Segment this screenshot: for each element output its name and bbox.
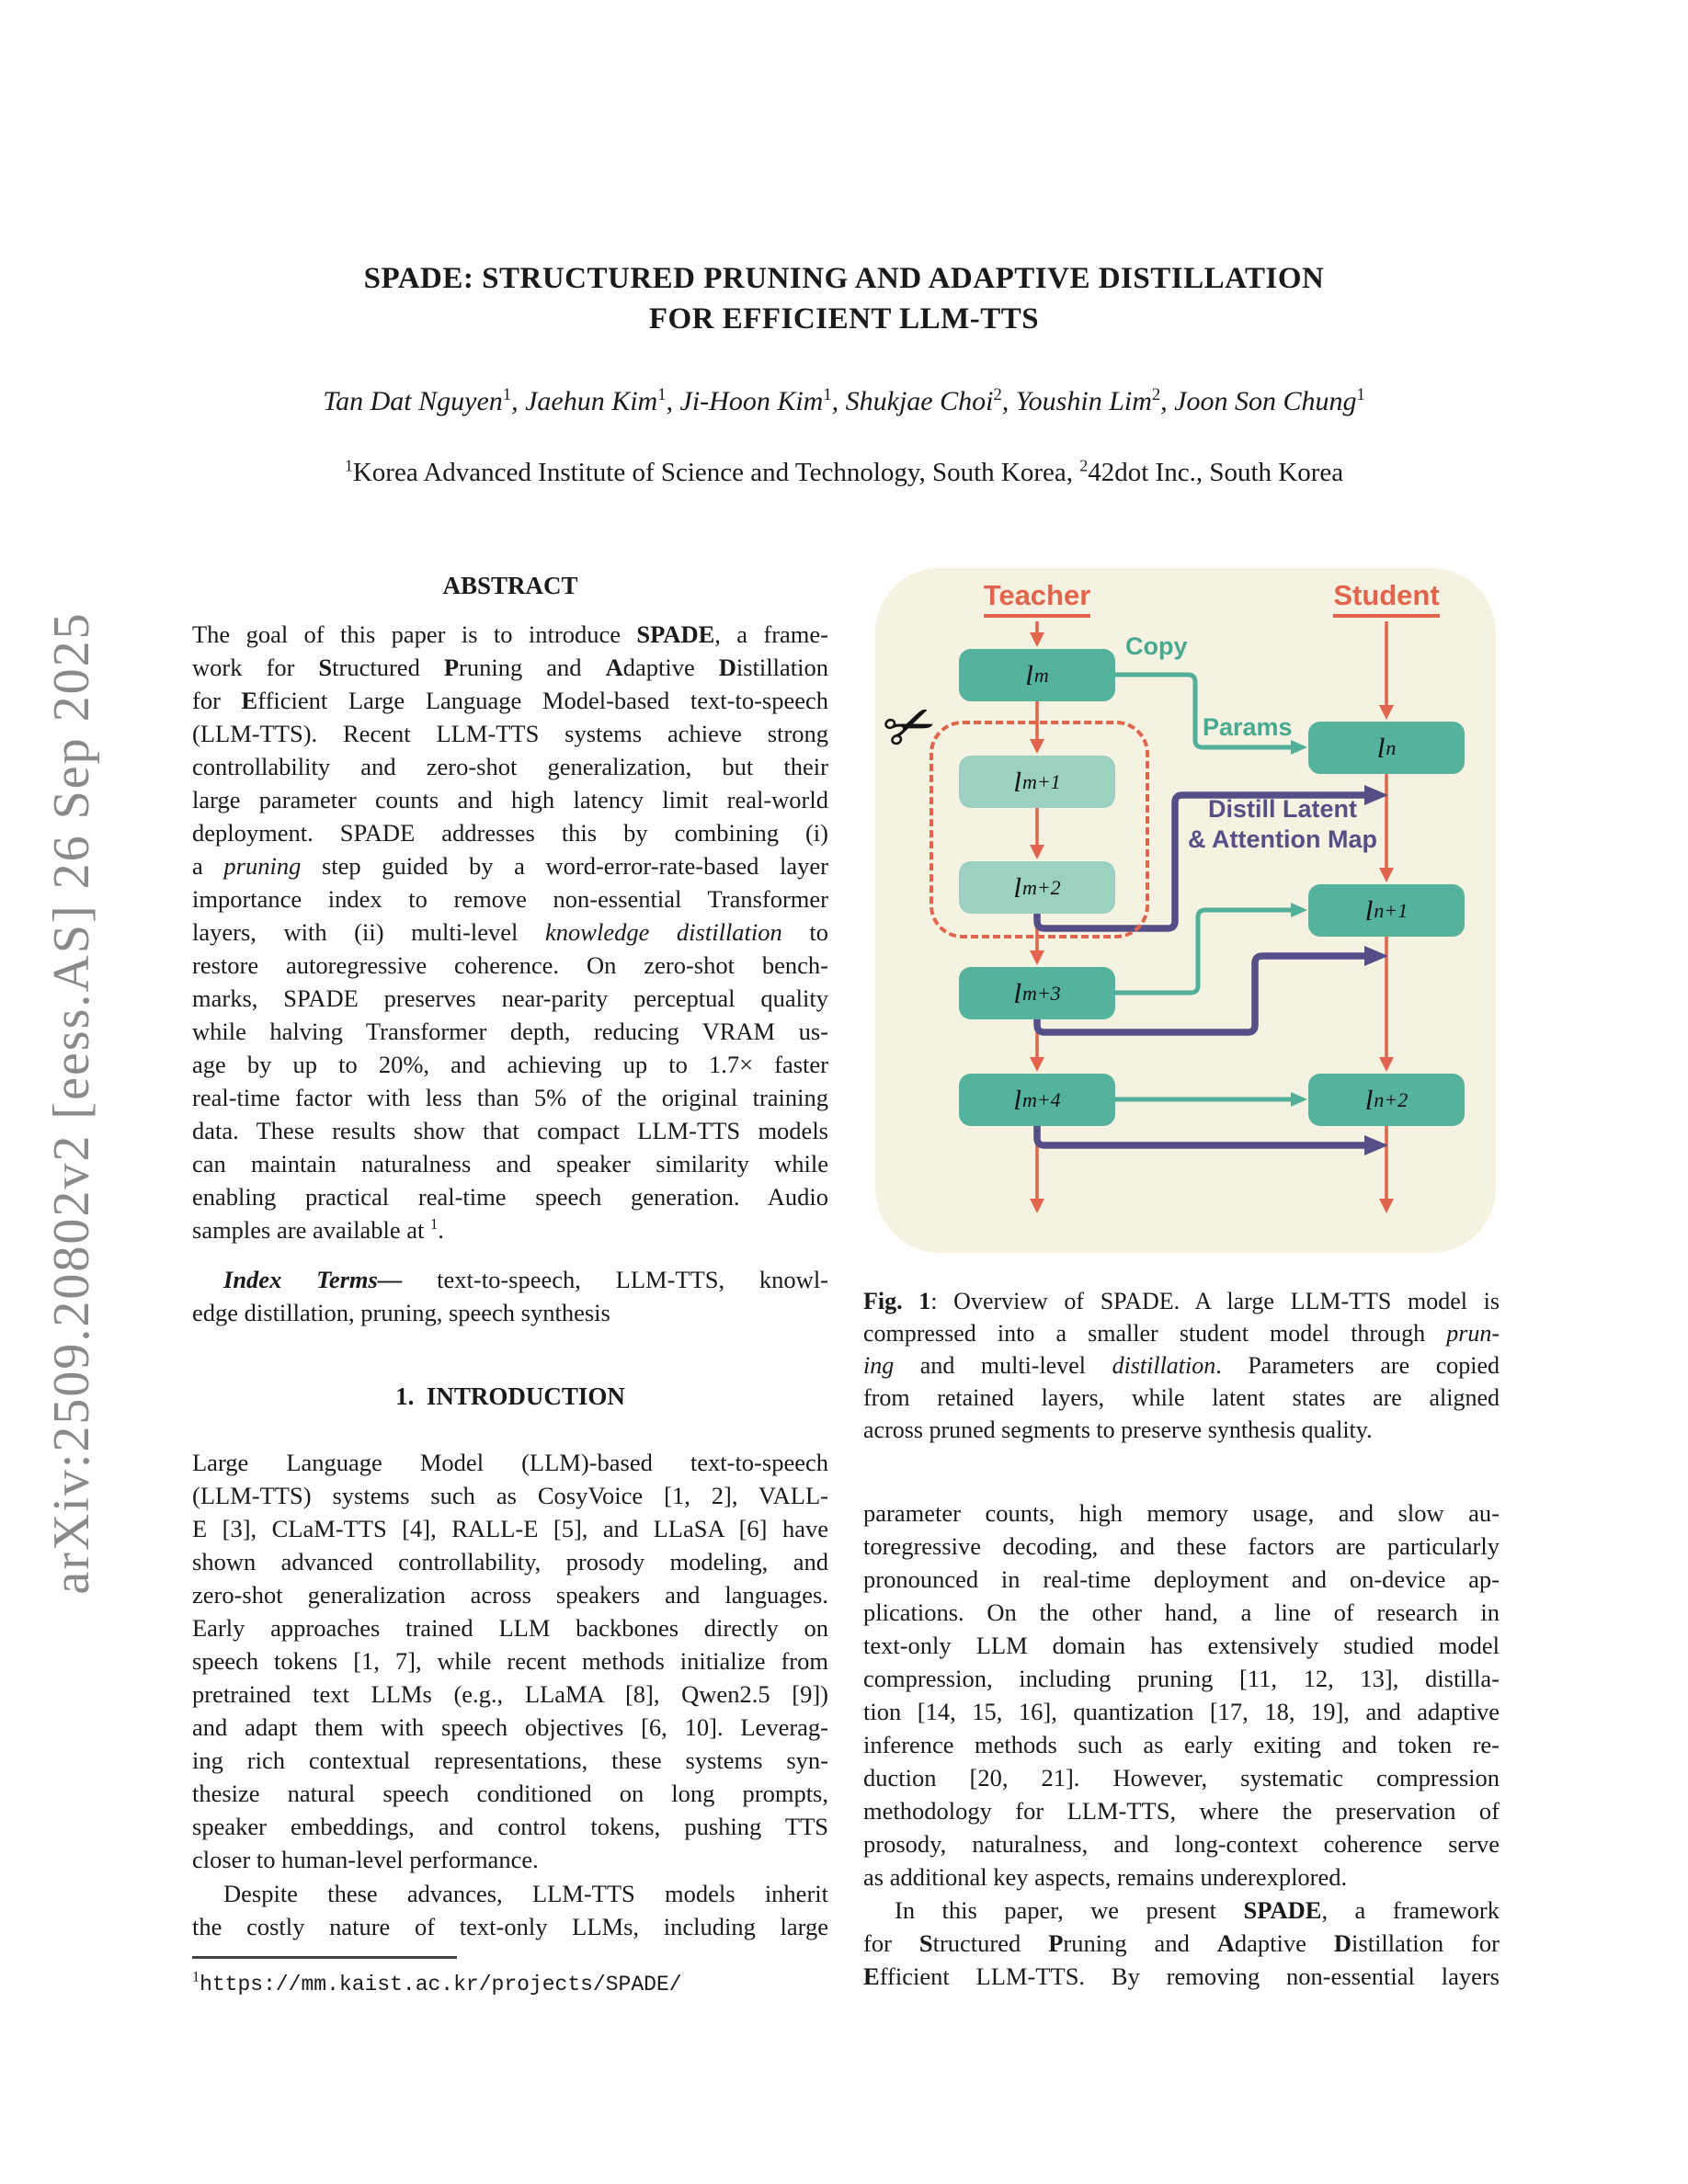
text-line: closer to human-level performance.	[192, 1846, 539, 1873]
text-line: as additional key aspects, remains underexplored.	[863, 1863, 1348, 1891]
affiliation-line: $^1$Korea Advanced Institute of Science and Technology, South Korea, $^2$42dot Inc., South Korea	[344, 456, 1344, 487]
text-line: pretrained text LLMs (e.g., LLaMA [8], Qwen2.5 [9])	[192, 1680, 828, 1708]
figure-1-diagram	[875, 568, 1496, 1253]
text-line: samples are available at $^1$.	[192, 1215, 444, 1244]
paper-title	[0, 258, 1688, 339]
author-list: Tan Dat Nguyen$^1$, Jaehun Kim$^1$, Ji-Hoon Kim$^1$, Shukjae Choi$^2$, Youshin Lim$^2$, Joon Son Chung$^1$	[323, 385, 1365, 416]
distill-label-line-1: Distill Latent	[1207, 795, 1357, 823]
text-line: tion [14, 15, 16], quantization [17, 18, 19], and adaptive	[863, 1698, 1500, 1725]
text-line: duction [20, 21]. However, systematic compression	[863, 1764, 1500, 1792]
text-line: plications. On the other hand, a line of research in	[863, 1598, 1500, 1626]
teacher-layer-box-lm4: l m+4	[959, 1074, 1115, 1126]
text-line: data. These results show that compact LLM-TTS models	[192, 1117, 828, 1144]
teacher-layer-box-lm1: l m+1	[959, 756, 1115, 808]
abstract-heading: ABSTRACT	[442, 572, 578, 599]
text-line: pronounced in real-time deployment and on-device ap-	[863, 1565, 1500, 1593]
text-line: thesize natural speech conditioned on long prompts,	[192, 1780, 828, 1807]
text-line: zero-shot generalization across speakers and languages.	[192, 1581, 828, 1609]
figure-1-caption	[863, 1285, 1500, 1446]
text-line: from retained layers, while latent states are aligned	[863, 1384, 1500, 1411]
text-line: speech tokens [1, 7], while recent methods initialize from	[192, 1647, 828, 1675]
text-line: prosody, naturalness, and long-context coherence serve	[863, 1830, 1500, 1858]
scissors-icon: ✂	[873, 684, 947, 769]
text-line: (LLM-TTS) systems such as CosyVoice [1, 2], VALL-	[192, 1482, 828, 1509]
text-line: for Structured Pruning and Adaptive Distillation for	[863, 1929, 1500, 1957]
text-line: real-time factor with less than 5% of the original training	[192, 1084, 828, 1111]
right-paragraph-2	[863, 1894, 1500, 1993]
student-layer-box-ln: l n	[1308, 722, 1465, 774]
text-line: layers, with (ii) multi-level knowledge distillation to	[192, 918, 828, 946]
text-line: E [3], CLaM-TTS [4], RALL-E [5], and LLaSA [6] have	[192, 1515, 828, 1542]
introduction-heading: 1. INTRODUCTION	[395, 1382, 625, 1410]
student-layer-box-ln2: l n+2	[1308, 1074, 1465, 1126]
text-line: shown advanced controllability, prosody modeling, and	[192, 1548, 828, 1575]
abstract-paragraph	[192, 618, 828, 1246]
text-line: inference methods such as early exiting and token re-	[863, 1731, 1500, 1758]
introduction-paragraph-2	[192, 1877, 828, 1943]
text-line: the costly nature of text-only LLMs, including large	[192, 1913, 828, 1940]
text-line: across pruned segments to preserve synthesis quality.	[863, 1416, 1373, 1443]
text-line: ing rich contextual representations, these systems syn-	[192, 1746, 828, 1774]
params-edge-label: Params	[1203, 713, 1293, 741]
text-line: In this paper, we present SPADE, a framework	[895, 1896, 1500, 1924]
text-line: Efficient LLM-TTS. By removing non-essential layers	[863, 1962, 1500, 1990]
text-line: edge distillation, pruning, speech synthesis	[192, 1299, 610, 1326]
text-line: deployment. SPADE addresses this by combining (i)	[192, 819, 828, 847]
paper-title-line-2: FOR EFFICIENT LLM-TTS	[648, 302, 1040, 336]
text-line: methodology for LLM-TTS, where the preservation of	[863, 1797, 1500, 1825]
copy-edge-label: Copy	[1125, 632, 1188, 660]
text-line: toregressive decoding, and these factors are particularly	[863, 1532, 1500, 1560]
footnote-rule	[192, 1956, 457, 1959]
text-line: while halving Transformer depth, reducing VRAM us-	[192, 1018, 828, 1045]
teacher-column-label: Teacher	[945, 579, 1129, 618]
text-line: controllability and zero-shot generalization, but their	[192, 753, 828, 780]
text-line: importance index to remove non-essential Transformer	[192, 885, 828, 913]
text-line: Despite these advances, LLM-TTS models inherit	[223, 1880, 828, 1907]
text-line: Fig. 1: Overview of SPADE. A large LLM-TTS model is	[863, 1288, 1500, 1314]
distill-edge-label	[1145, 794, 1420, 855]
teacher-layer-box-lm3: l m+3	[959, 967, 1115, 1019]
teacher-layer-box-lm2: l m+2	[959, 861, 1115, 914]
text-line: The goal of this paper is to introduce SPADE, a frame-	[192, 620, 828, 648]
teacher-layer-box-lm: l m	[959, 649, 1115, 701]
index-terms-paragraph	[192, 1263, 828, 1329]
student-column-label: Student	[1295, 579, 1478, 618]
text-line: compression, including pruning [11, 12, 13], distilla-	[863, 1665, 1500, 1692]
text-line: large parameter counts and high latency limit real-world	[192, 786, 828, 813]
text-line: a pruning step guided by a word-error-rate-based layer	[192, 852, 828, 880]
text-line: compressed into a smaller student model through prun-	[863, 1320, 1500, 1347]
text-line: for Efficient Large Language Model-based text-to-speech	[192, 687, 828, 714]
paper-title-line-1: SPADE: STRUCTURED PRUNING AND ADAPTIVE DISTILLATION	[363, 262, 1325, 295]
text-line: ing and multi-level distillation. Parameters are copied	[863, 1352, 1500, 1379]
text-line: speaker embeddings, and control tokens, pushing TTS	[192, 1813, 828, 1840]
text-line: restore autoregressive coherence. On zero-shot bench-	[192, 951, 828, 979]
distill-label-line-2: & Attention Map	[1188, 825, 1377, 853]
student-layer-box-ln1: l n+1	[1308, 884, 1465, 937]
text-line: age by up to 20%, and achieving up to 1.7× faster	[192, 1051, 828, 1078]
text-line: enabling practical real-time speech generation. Audio	[192, 1183, 828, 1211]
text-line: and adapt them with speech objectives [6, 10]. Leverag-	[192, 1713, 828, 1741]
introduction-paragraph-1	[192, 1446, 828, 1876]
text-line: Index Terms— text-to-speech, LLM-TTS, knowl-	[223, 1266, 828, 1293]
text-line: parameter counts, high memory usage, and slow au-	[863, 1499, 1500, 1527]
text-line: can maintain naturalness and speaker similarity while	[192, 1150, 828, 1177]
text-line: Large Language Model (LLM)-based text-to-speech	[192, 1449, 828, 1476]
right-paragraph-1	[863, 1496, 1500, 1894]
footnote-url[interactable]: $^1$https://mm.kaist.ac.kr/projects/SPADE/	[192, 1969, 682, 1996]
text-line: marks, SPADE preserves near-parity perceptual quality	[192, 984, 828, 1012]
text-line: (LLM-TTS). Recent LLM-TTS systems achieve strong	[192, 720, 828, 747]
arxiv-watermark: arXiv:2509.20802v2 [eess.AS] 26 Sep 2025	[43, 611, 100, 1595]
text-line: Early approaches trained LLM backbones directly on	[192, 1614, 828, 1642]
text-line: work for Structured Pruning and Adaptive Distillation	[192, 654, 828, 681]
text-line: text-only LLM domain has extensively studied model	[863, 1632, 1500, 1659]
